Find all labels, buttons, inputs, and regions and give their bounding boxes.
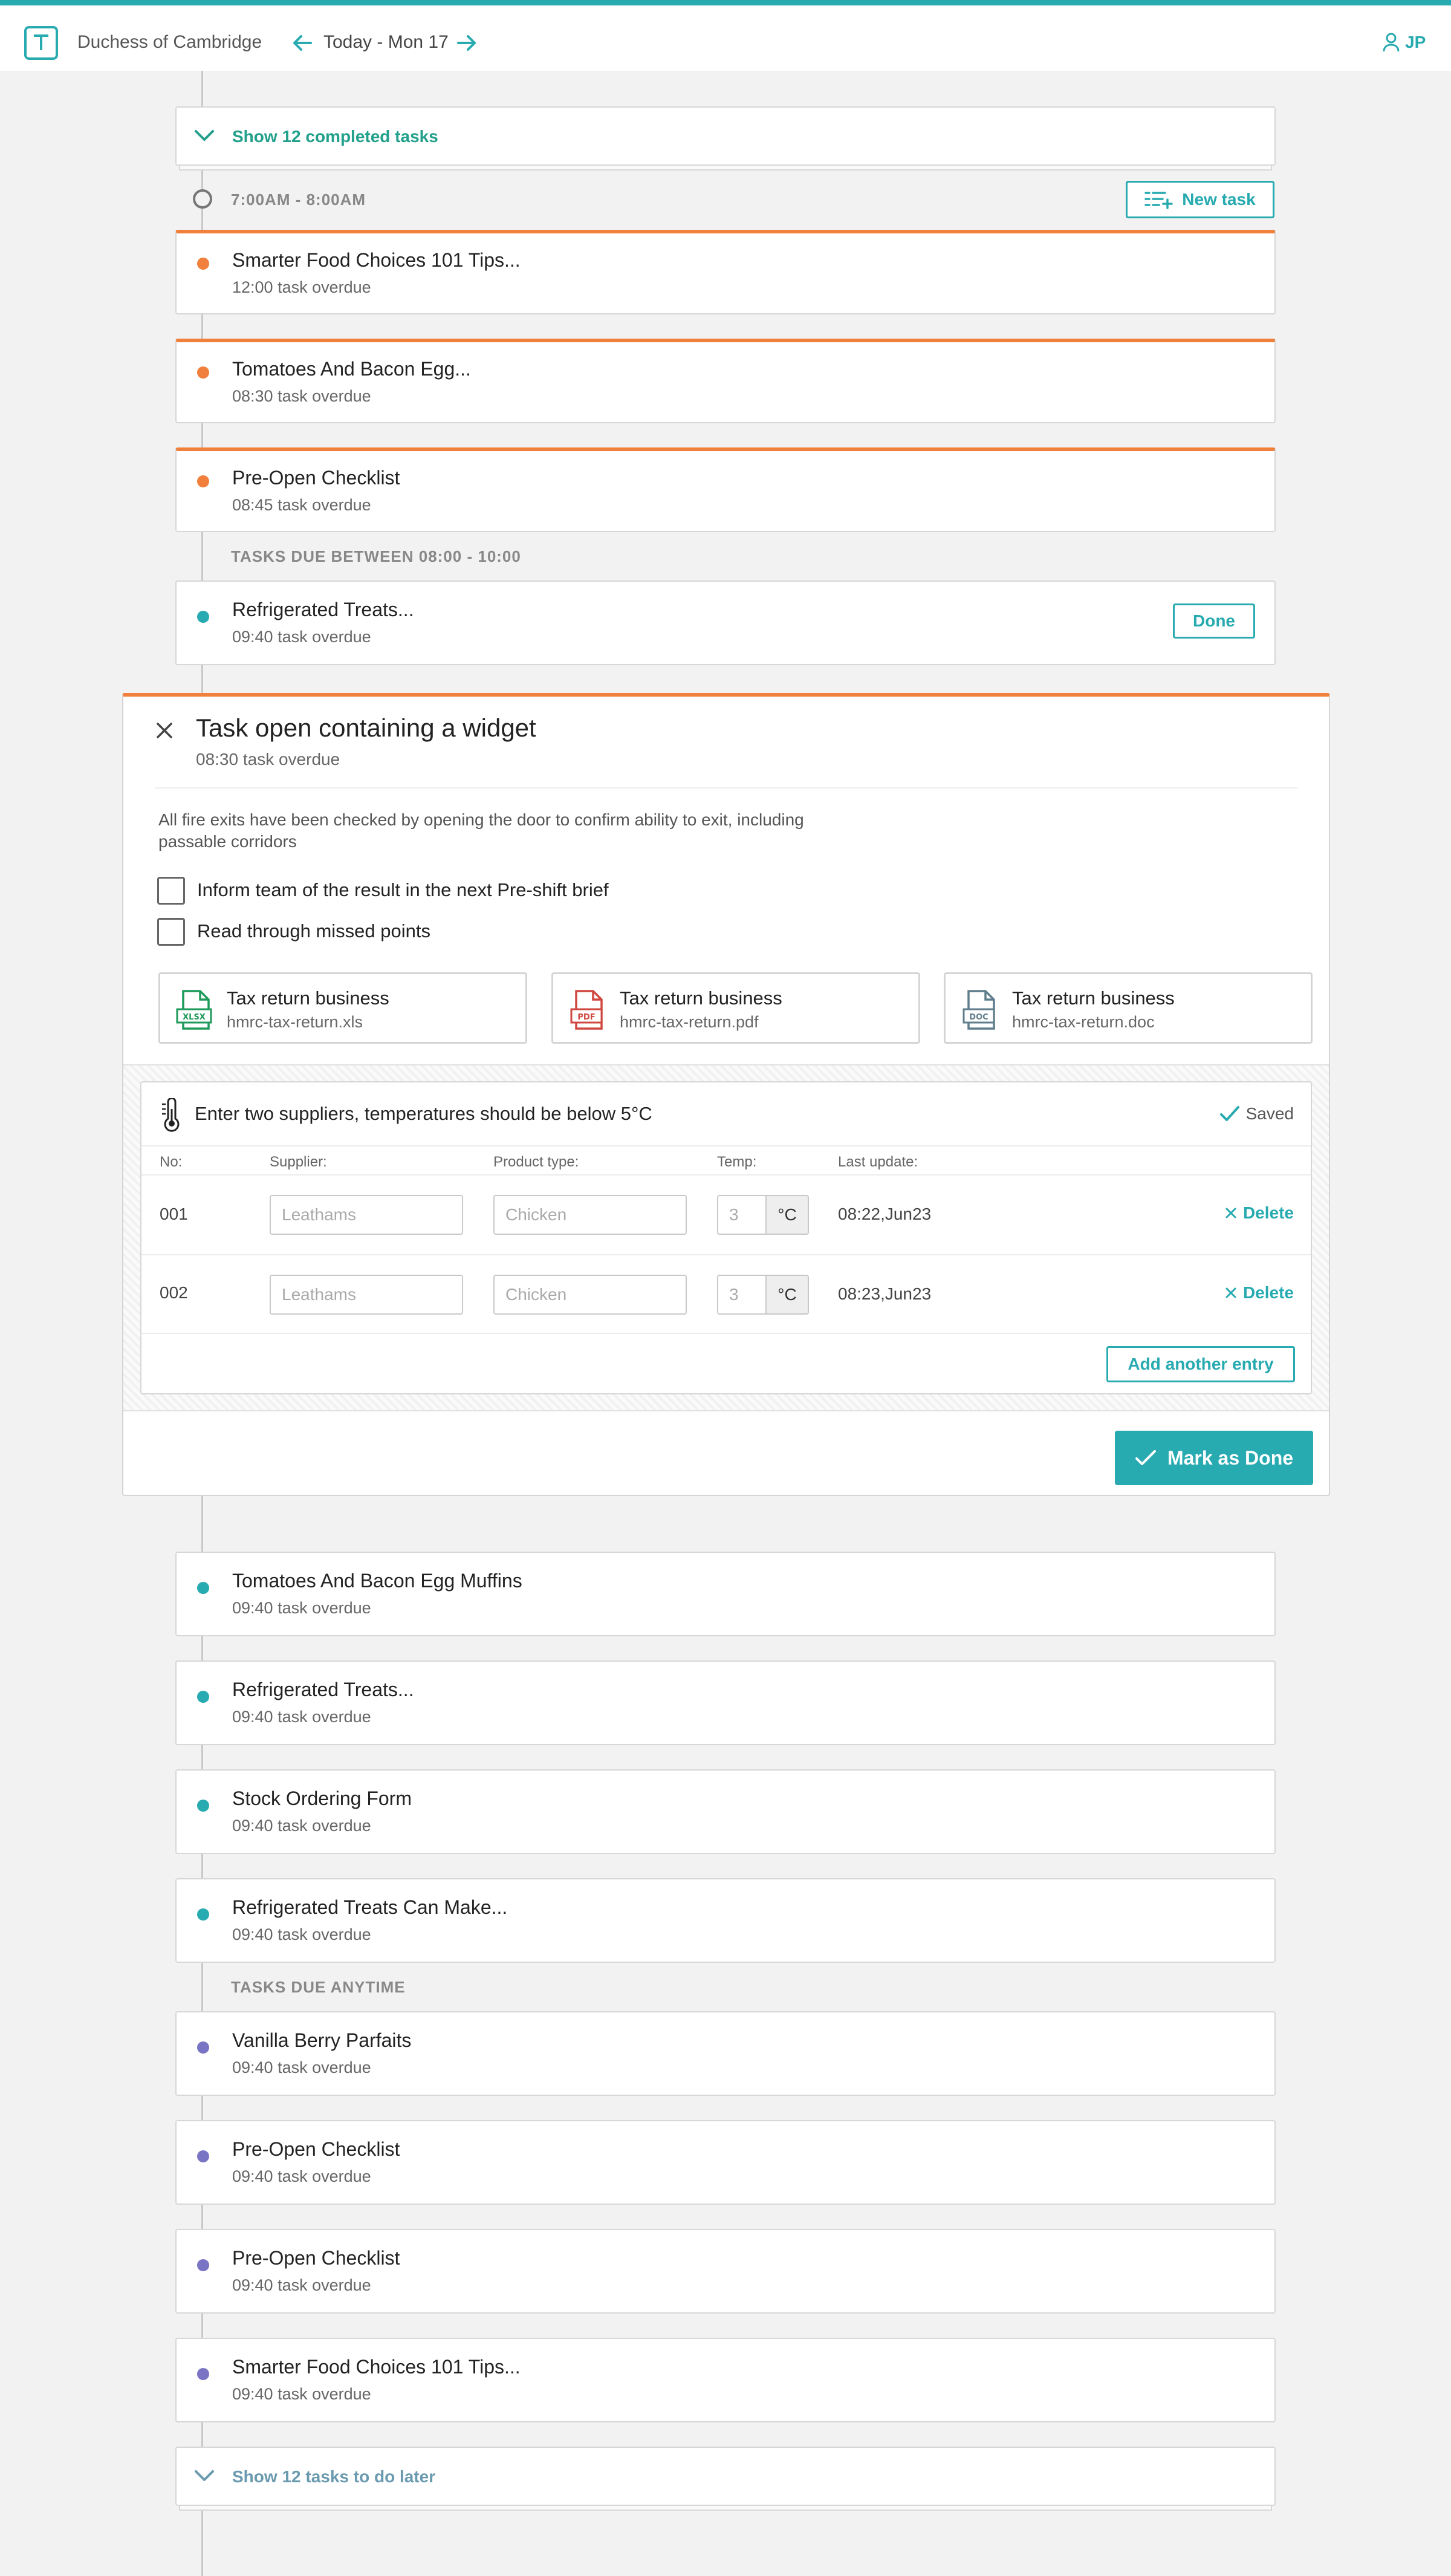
widget-title: Enter two suppliers, temperatures should be below 5°C xyxy=(195,1103,652,1124)
task-subtitle: 09:40 task overdue xyxy=(232,1708,371,1726)
task-card[interactable] xyxy=(175,1552,1276,1636)
panel-subtitle: 08:30 task overdue xyxy=(196,750,340,769)
delete-label: Delete xyxy=(1242,1203,1294,1222)
file-attachment[interactable] xyxy=(158,972,527,1044)
file-name: hmrc-tax-return.xls xyxy=(227,1013,363,1031)
column-header: Last update: xyxy=(838,1154,918,1170)
last-update: 08:22,Jun23 xyxy=(838,1205,932,1223)
site-name[interactable]: Duchess of Cambridge xyxy=(77,32,262,52)
status-dot xyxy=(197,1691,209,1703)
completed-tasks-toggle[interactable] xyxy=(175,106,1276,166)
status-dot xyxy=(197,2368,209,2380)
status-dot xyxy=(197,1908,209,1921)
column-header: Supplier: xyxy=(270,1154,327,1170)
top-accent-bar xyxy=(0,0,1451,5)
last-update: 08:23,Jun23 xyxy=(838,1284,932,1303)
task-subtitle: 09:40 task overdue xyxy=(232,2385,371,2403)
status-dot xyxy=(197,258,209,270)
app-logo-icon[interactable] xyxy=(24,26,58,60)
file-title: Tax return business xyxy=(227,987,389,1009)
chevron-down-icon xyxy=(193,126,215,145)
task-card[interactable] xyxy=(175,581,1276,665)
arrow-left-icon[interactable] xyxy=(290,31,314,55)
row-number: 001 xyxy=(160,1205,188,1223)
task-subtitle: 09:40 task overdue xyxy=(232,628,371,646)
task-title: Vanilla Berry Parfaits xyxy=(232,2029,412,2051)
time-slot-marker xyxy=(193,189,212,209)
checkbox[interactable] xyxy=(157,877,185,905)
svg-text:XLSX: XLSX xyxy=(183,1013,206,1022)
task-title: Smarter Food Choices 101 Tips... xyxy=(232,249,521,271)
file-attachment[interactable] xyxy=(944,972,1313,1044)
status-dot xyxy=(197,475,209,487)
check-icon xyxy=(1219,1105,1240,1123)
doc-file-icon xyxy=(961,989,1000,1031)
task-card[interactable] xyxy=(175,1660,1276,1745)
task-subtitle: 09:40 task overdue xyxy=(232,2167,371,2185)
delete-label: Delete xyxy=(1242,1283,1294,1302)
user-initials: JP xyxy=(1405,33,1426,51)
user-menu[interactable] xyxy=(1382,30,1426,55)
add-entry-button[interactable]: Add another entry xyxy=(1106,1346,1295,1382)
app-header xyxy=(0,5,1451,71)
task-title: Refrigerated Treats... xyxy=(232,1679,414,1700)
task-card[interactable] xyxy=(175,1769,1276,1854)
xlsx-file-icon xyxy=(176,989,215,1031)
task-subtitle: 08:30 task overdue xyxy=(232,387,371,405)
task-detail-panel xyxy=(122,693,1330,1496)
task-card[interactable] xyxy=(175,2338,1276,2422)
task-subtitle: 08:45 task overdue xyxy=(232,496,371,514)
product-type-input[interactable]: Chicken xyxy=(493,1275,687,1315)
row-number: 002 xyxy=(160,1283,188,1302)
new-task-label: New task xyxy=(1182,190,1256,209)
column-header: Product type: xyxy=(493,1154,579,1170)
later-toggle-label: Show 12 tasks to do later xyxy=(232,2467,436,2486)
task-title: Pre-Open Checklist xyxy=(232,2247,400,2269)
checkbox[interactable] xyxy=(157,918,185,946)
date-label: Today - Mon 17 xyxy=(323,32,449,52)
svg-text:PDF: PDF xyxy=(577,1013,596,1022)
task-title: Stock Ordering Form xyxy=(232,1787,412,1809)
file-title: Tax return business xyxy=(1012,987,1175,1009)
supplier-input[interactable]: Leathams xyxy=(270,1275,463,1315)
status-dot xyxy=(197,366,209,379)
user-icon xyxy=(1382,32,1400,53)
close-icon[interactable] xyxy=(155,721,174,740)
svg-text:DOC: DOC xyxy=(969,1013,988,1022)
task-card[interactable] xyxy=(175,339,1276,423)
add-list-icon xyxy=(1144,190,1173,209)
task-description: All fire exits have been checked by opening the door to confirm ability to exit, including passable corridors xyxy=(158,810,804,851)
temperature-unit: °C xyxy=(767,1275,809,1315)
saved-status xyxy=(1219,1104,1294,1124)
done-button[interactable]: Done xyxy=(1173,603,1255,639)
task-title: Tomatoes And Bacon Egg Muffins xyxy=(232,1570,522,1592)
temperature-input[interactable]: 3 xyxy=(717,1275,767,1315)
checklist-item-label: Inform team of the result in the next Pre-shift brief xyxy=(197,879,609,900)
divider xyxy=(141,1333,1311,1334)
divider xyxy=(141,1254,1311,1255)
task-title: Refrigerated Treats Can Make... xyxy=(232,1896,508,1918)
status-dot xyxy=(197,2041,209,2054)
later-tasks-toggle[interactable] xyxy=(175,2447,1276,2506)
arrow-right-icon[interactable] xyxy=(455,31,479,55)
task-title: Refrigerated Treats... xyxy=(232,599,414,620)
task-subtitle: 09:40 task overdue xyxy=(232,2276,371,2294)
task-title: Pre-Open Checklist xyxy=(232,2138,400,2160)
task-title: Smarter Food Choices 101 Tips... xyxy=(232,2356,521,2378)
chevron-down-icon xyxy=(193,2467,215,2485)
check-icon xyxy=(1135,1449,1157,1467)
file-title: Tax return business xyxy=(620,987,782,1009)
checklist-item-label: Read through missed points xyxy=(197,920,431,942)
status-dot xyxy=(197,2150,209,2162)
new-task-button[interactable] xyxy=(1126,181,1274,218)
status-dot xyxy=(197,611,209,623)
task-title: Tomatoes And Bacon Egg... xyxy=(232,358,471,380)
mark-as-done-label: Mark as Done xyxy=(1167,1446,1294,1469)
task-title: Pre-Open Checklist xyxy=(232,467,400,489)
task-subtitle: 09:40 task overdue xyxy=(232,1817,371,1835)
time-slot-label: 7:00AM - 8:00AM xyxy=(231,190,366,209)
column-header: Temp: xyxy=(717,1154,757,1170)
x-icon xyxy=(1225,1287,1237,1299)
task-subtitle: 09:40 task overdue xyxy=(232,2058,371,2077)
delete-row-button[interactable] xyxy=(1225,1283,1294,1303)
widget-area xyxy=(123,1064,1329,1411)
pdf-file-icon xyxy=(569,989,608,1031)
task-subtitle: 09:40 task overdue xyxy=(232,1599,371,1617)
file-attachment[interactable] xyxy=(551,972,920,1044)
divider xyxy=(141,1145,1311,1147)
temperature-widget xyxy=(140,1081,1312,1394)
file-name: hmrc-tax-return.pdf xyxy=(620,1013,759,1031)
temperature-unit: °C xyxy=(767,1195,809,1235)
delete-row-button[interactable] xyxy=(1225,1203,1294,1223)
x-icon xyxy=(1225,1207,1237,1219)
status-dot xyxy=(197,1800,209,1812)
task-card[interactable] xyxy=(175,2011,1276,2096)
task-card[interactable] xyxy=(175,2120,1276,2205)
panel-title: Task open containing a widget xyxy=(196,714,536,742)
section-heading: TASKS DUE ANYTIME xyxy=(231,1978,406,1996)
supplier-input[interactable]: Leathams xyxy=(270,1195,463,1235)
temperature-input[interactable]: 3 xyxy=(717,1195,767,1235)
divider xyxy=(155,787,1297,789)
thermometer-icon xyxy=(160,1098,184,1132)
mark-as-done-button[interactable] xyxy=(1115,1431,1313,1485)
task-card[interactable] xyxy=(175,230,1276,314)
status-dot xyxy=(197,2259,209,2271)
status-dot xyxy=(197,1582,209,1594)
task-card[interactable] xyxy=(175,1878,1276,1963)
task-subtitle: 12:00 task overdue xyxy=(232,278,371,296)
completed-toggle-label: Show 12 completed tasks xyxy=(232,127,438,146)
section-heading: TASKS DUE BETWEEN 08:00 - 10:00 xyxy=(231,547,521,565)
column-header: No: xyxy=(160,1154,183,1170)
product-type-input[interactable]: Chicken xyxy=(493,1195,687,1235)
task-card[interactable] xyxy=(175,2229,1276,2314)
task-subtitle: 09:40 task overdue xyxy=(232,1925,371,1943)
saved-label: Saved xyxy=(1245,1104,1294,1123)
file-name: hmrc-tax-return.doc xyxy=(1012,1013,1155,1031)
task-card[interactable] xyxy=(175,447,1276,532)
divider xyxy=(141,1174,1311,1176)
